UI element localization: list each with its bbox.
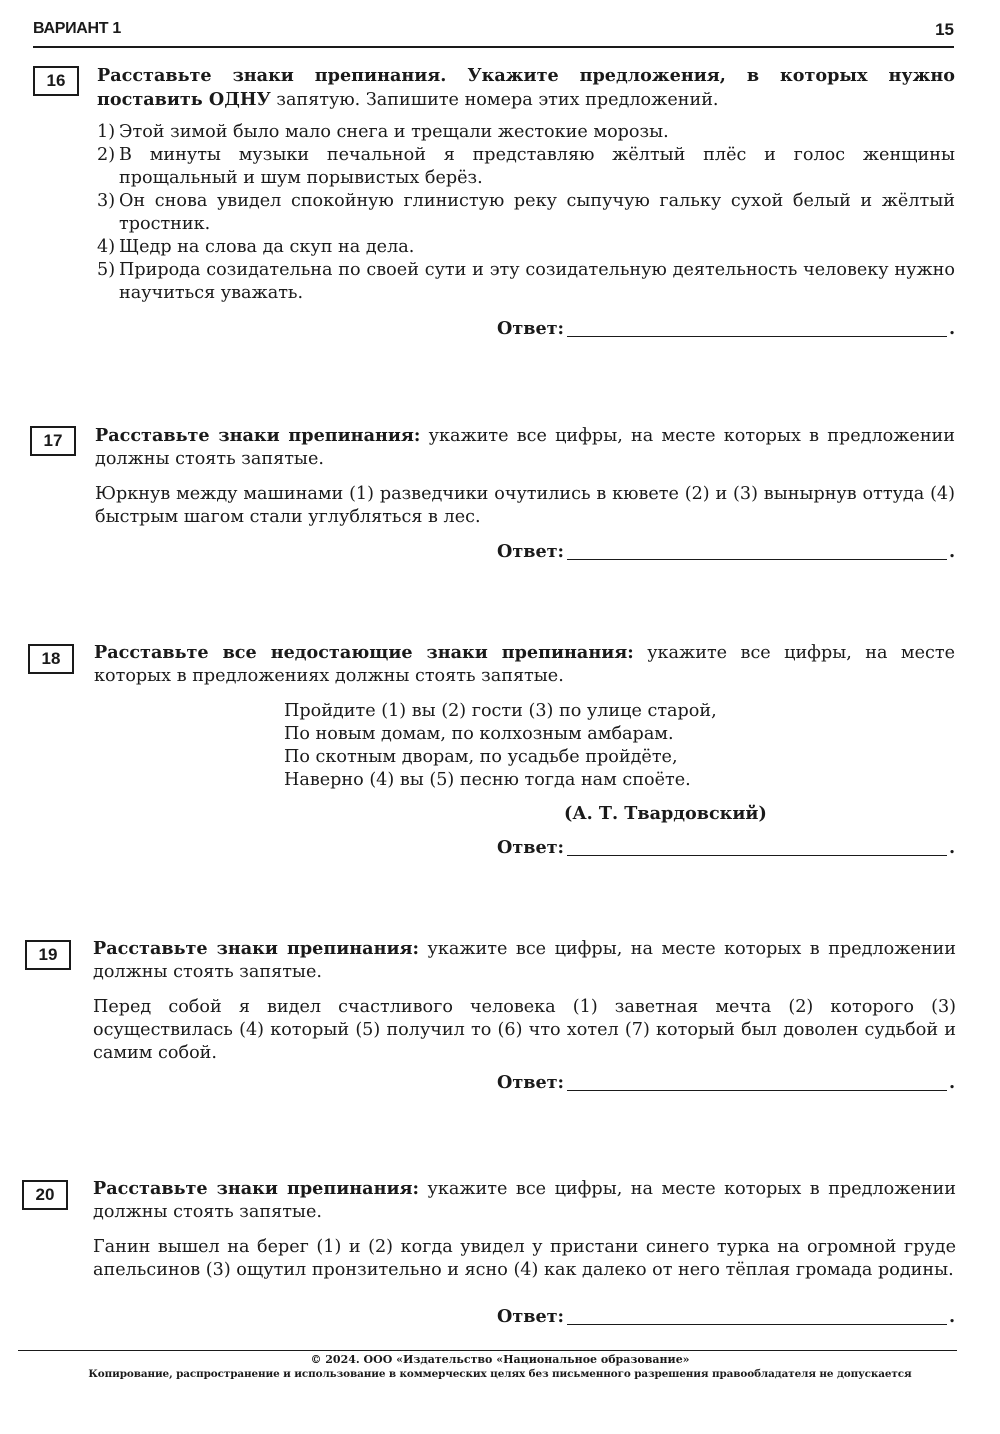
instruction-bold: Расставьте все недостающие знаки препинания: — [94, 642, 634, 663]
task-body — [93, 937, 956, 1065]
task-instruction — [94, 641, 955, 688]
answer-label: Ответ: — [497, 1072, 565, 1093]
option-number: 5) — [97, 260, 116, 280]
option-text: Этой зимой было мало снега и трещали жестокие морозы. — [119, 122, 669, 142]
option-number: 3) — [97, 191, 116, 211]
instruction-rest: укажите все цифры, на месте которых в предложениях должны стоять запятые. — [94, 643, 955, 686]
answer-line[interactable] — [567, 1090, 947, 1091]
answer-field[interactable] — [497, 837, 957, 863]
option-item — [97, 121, 955, 144]
task-instruction — [93, 937, 956, 984]
task-number-box: 17 — [30, 426, 76, 456]
answer-field[interactable] — [497, 318, 957, 344]
task-instruction — [93, 1177, 956, 1224]
footer-copyright: © 2024. ООО «Издательство «Национальное образование» — [310, 1353, 690, 1366]
instruction-bold: Расставьте знаки препинания: — [95, 425, 421, 446]
task-body — [95, 424, 955, 529]
answer-label: Ответ: — [497, 837, 565, 858]
task-number-box: 18 — [28, 644, 74, 674]
task-number-box: 20 — [22, 1180, 68, 1210]
answer-label: Ответ: — [497, 541, 565, 562]
option-item — [97, 259, 955, 305]
option-item — [97, 190, 955, 236]
option-number: 1) — [97, 122, 116, 142]
answer-end-dot: . — [949, 541, 956, 562]
poem-line: По новым домам, по колхозным амбарам. — [284, 724, 674, 744]
answer-line[interactable] — [567, 559, 947, 560]
poem-line: По скотным дворам, по усадьбе пройдёте, — [284, 747, 678, 767]
answer-label: Ответ: — [497, 1306, 565, 1327]
answer-line[interactable] — [567, 336, 947, 337]
instruction-mid: Укажите предложения, в которых нужно поставить — [97, 65, 955, 110]
answer-line[interactable] — [567, 855, 947, 856]
instruction-emph: ОДНУ — [208, 89, 271, 110]
option-item — [97, 236, 955, 259]
instruction-rest: укажите все цифры, на месте которых в предложении должны стоять запятые. — [93, 1179, 956, 1222]
poem-author: (А. Т. Твардовский) — [564, 803, 767, 824]
task-instruction — [95, 424, 955, 471]
page-number: 15 — [935, 20, 954, 39]
task-instruction — [97, 64, 955, 112]
instruction-rest: укажите все цифры, на месте которых в предложении должны стоять запятые. — [95, 426, 955, 469]
instruction-bold: Расставьте знаки препинания: — [93, 1178, 419, 1199]
task-sentence: Юркнув между машинами (1) разведчики очутились в кювете (2) и (3) вынырнув оттуда (4) быстрым шагом стали углубляться в лес. — [95, 484, 955, 527]
page-header — [33, 20, 954, 48]
footer-notice: Копирование, распространение и использование в коммерческих целях без письменного разрешения правообладателя не допускается — [88, 1368, 912, 1380]
answer-label: Ответ: — [497, 318, 565, 339]
poem-line: Пройдите (1) вы (2) гости (3) по улице старой, — [284, 701, 717, 721]
option-text: Природа созидательна по своей сути и эту созидательную деятельность человеку нужно научиться уважать. — [119, 260, 955, 303]
poem-line: Наверно (4) вы (5) песню тогда нам споёте. — [284, 770, 691, 790]
poem — [284, 700, 955, 825]
instruction-bold: Расставьте знаки препинания. — [97, 65, 447, 86]
task-body — [97, 64, 955, 305]
answer-end-dot: . — [949, 318, 956, 339]
task-number-box: 19 — [25, 940, 71, 970]
task-body — [94, 641, 955, 825]
answer-line[interactable] — [567, 1324, 947, 1325]
task-sentence: Ганин вышел на берег (1) и (2) когда увидел у пристани синего турка на огромной груде апельсинов (3) ощутил пронзительно и ясно (4) как далеко от него тёплая громада родины. — [93, 1237, 956, 1280]
option-text: В минуты музыки печальной я представляю жёлтый плёс и голос женщины прощальный и шум порывистых берёз. — [119, 145, 955, 188]
answer-field[interactable] — [497, 1306, 957, 1332]
answer-end-dot: . — [949, 1306, 956, 1327]
task-body — [93, 1177, 956, 1282]
option-text: Он снова увидел спокойную глинистую реку сыпучую гальку сухой белый и жёлтый тростник. — [119, 191, 955, 234]
answer-end-dot: . — [949, 1072, 956, 1093]
answer-field[interactable] — [497, 541, 957, 567]
footer-divider — [18, 1350, 957, 1351]
variant-label: ВАРИАНТ 1 — [33, 20, 122, 37]
option-text: Щедр на слова да скуп на дела. — [119, 237, 415, 257]
answer-field[interactable] — [497, 1072, 957, 1098]
instruction-bold: Расставьте знаки препинания: — [93, 938, 419, 959]
task-sentence: Перед собой я видел счастливого человека (1) заветная мечта (2) которого (3) осуществилась (4) который (5) получил то (6) что хотел (7) который был доволен судьбой и самим собой. — [93, 997, 956, 1063]
instruction-rest: запятую. Запишите номера этих предложений. — [270, 90, 719, 110]
page-footer — [0, 1353, 1000, 1381]
instruction-rest: укажите все цифры, на месте которых в предложении должны стоять запятые. — [93, 939, 956, 982]
answer-end-dot: . — [949, 837, 956, 858]
option-number: 2) — [97, 145, 116, 165]
option-item — [97, 144, 955, 190]
option-number: 4) — [97, 237, 116, 257]
options-list — [97, 121, 955, 305]
task-number-box: 16 — [33, 66, 79, 96]
